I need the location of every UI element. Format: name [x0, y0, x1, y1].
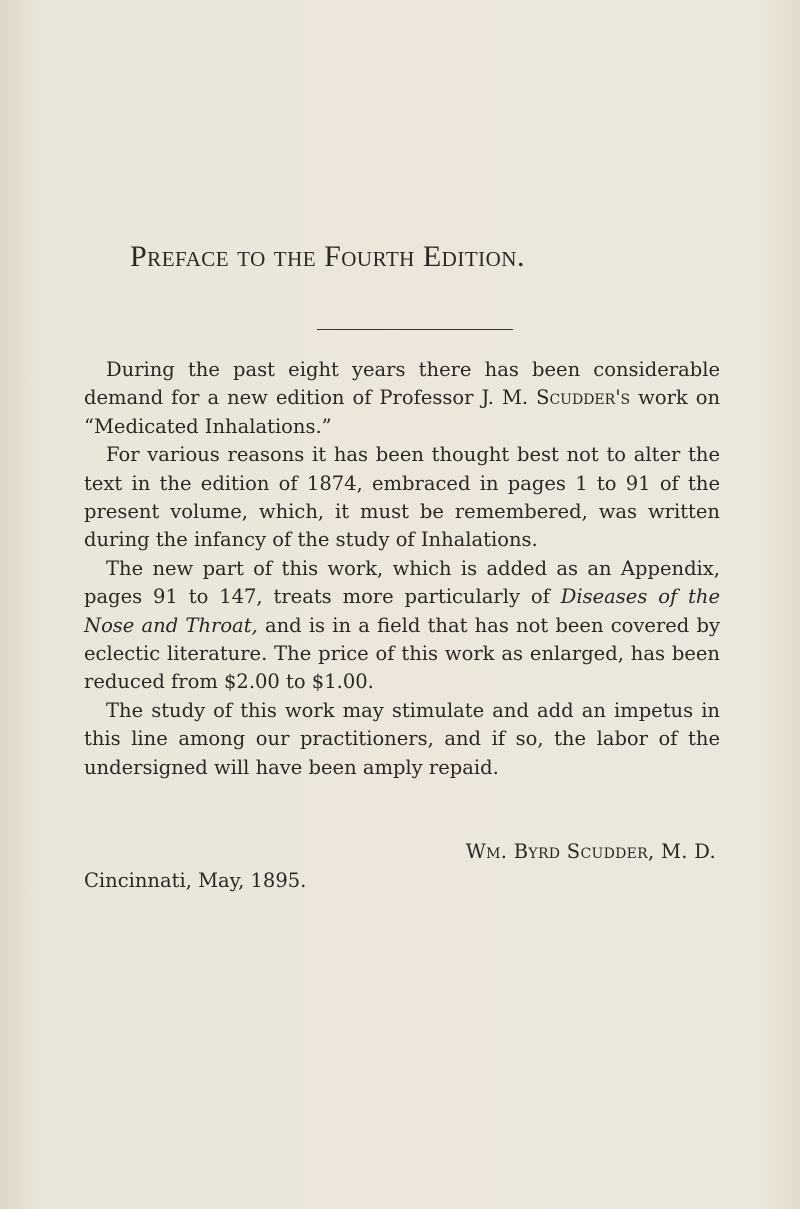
paragraph-3-text: The new part of this work, which is added as an Appendix, pages 91 to 147, treats more particularly of — [84, 556, 720, 609]
paragraph-3 — [84, 555, 720, 697]
paragraph-4: The study of this work may stimulate and add an impetus in this line among our practitioners, and if so, the labor of the undersigned will have been amply repaid. — [84, 698, 720, 779]
paragraph-3-text-end: and is in a field that has not been covered by eclectic literature. The price of this work as enlarged, has been reduced from $2.00 to $1.00. — [84, 613, 721, 694]
paragraph-2: For various reasons it has been thought best not to alter the text in the edition of 1874, embraced in pages 1 to 91 of the present volume, which, it must be remembered, was written during the infancy of the study of Inhalations. — [84, 443, 720, 552]
signature: Wm. Byrd Scudder, M. D. — [465, 840, 716, 863]
dateline: Cincinnati, May, 1895. — [84, 869, 307, 892]
paragraph-1 — [84, 356, 720, 441]
page-heading: Preface to the Fourth Edition. — [130, 240, 525, 273]
author-name: Scudder's — [536, 386, 631, 410]
paragraph-1-text-end: work on “Medicated Inhalations.” — [84, 386, 720, 438]
preface-body — [84, 356, 720, 782]
paragraph-1-text: During the past eight years there has been considerable demand for a new edition of Professor J. M. — [84, 358, 720, 410]
heading-rule — [317, 329, 513, 330]
italic-subject: Diseases of the Nose and Throat, — [84, 585, 721, 637]
